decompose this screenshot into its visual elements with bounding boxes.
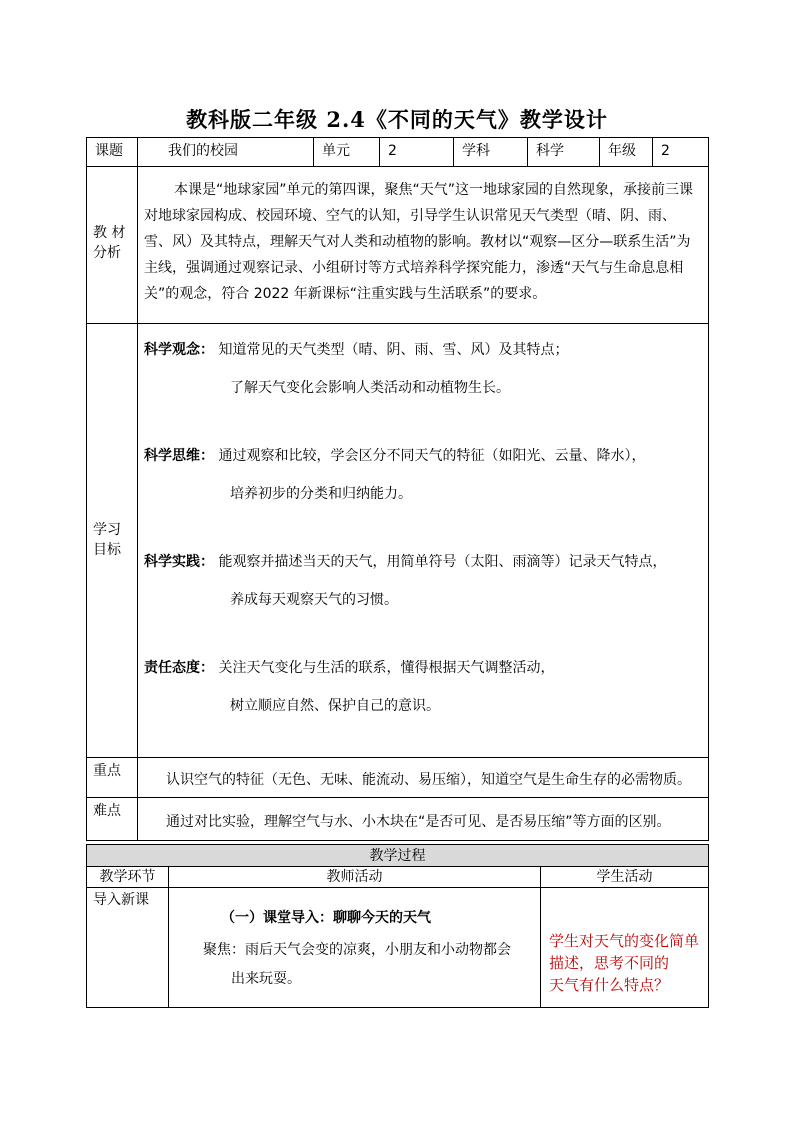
objective-heading: 科学思维：	[144, 448, 214, 464]
process-header: 教学过程	[87, 845, 709, 867]
col-header-student: 学生活动	[541, 867, 709, 888]
objectives-label-line1: 学习	[93, 522, 121, 538]
stage-cell: 导入新课	[87, 888, 169, 1008]
key-point-row	[87, 758, 709, 798]
subject-label: 学科	[454, 138, 528, 167]
objectives-content	[138, 324, 709, 758]
objective-heading: 科学观念：	[144, 342, 214, 358]
objective-text-cont: 了解天气变化会影响人类活动和动植物生长。	[230, 380, 510, 396]
analysis-label-line2: 分析	[93, 245, 121, 261]
difficulty-label: 难点	[87, 798, 138, 841]
objective-text-cont: 培养初步的分类和归纳能力。	[230, 486, 412, 502]
analysis-text: 本课是“地球家园”单元的第四课，聚焦“天气”这一地球家园的自然现象，承接前三课对地球家园构成、校园环境、空气的认知，引导学生认识常见天气类型（晴、阴、雨、雪、风）及其特点，理解天气对人类和动植物的影响。教材以“观察—区分—联系生活”为主线，强调通过观察记录、小组研讨等方式培养科学探究能力，渗透“天气与生命息息相关”的观念，符合 2022 年新课标“注重实践与生活联系”的要求。	[138, 167, 709, 324]
objectives-label-line2: 目标	[93, 542, 121, 558]
difficulty-row	[87, 798, 709, 841]
teacher-heading: （一）课堂导入：聊聊今天的天气	[221, 910, 431, 926]
key-point-text: 认识空气的特征（无色、无味、能流动、易压缩），知道空气是生命生存的必需物质。	[138, 758, 709, 798]
student-text-line2: 描述，思考不同的	[549, 954, 670, 972]
process-row	[87, 888, 709, 1008]
grade-label: 年级	[600, 138, 653, 167]
objective-heading: 责任态度：	[144, 660, 214, 676]
page-title: 教科版二年级 2.4《不同的天气》教学设计	[186, 107, 608, 132]
objective-text-cont: 树立顺应自然、保护自己的意识。	[230, 698, 440, 714]
objective-text: 能观察并描述当天的天气，用简单符号（太阳、雨滴等）记录天气特点，	[218, 554, 667, 570]
lesson-plan-table	[86, 137, 709, 841]
objective-text: 知道常见的天气类型（晴、阴、雨、雪、风）及其特点；	[218, 342, 569, 358]
lesson-label: 课题	[87, 138, 138, 167]
analysis-label	[87, 167, 138, 324]
col-header-stage: 教学环节	[87, 867, 169, 888]
key-point-label: 重点	[87, 758, 138, 798]
objective-text: 通过观察和比较，学会区分不同天气的特征（如阳光、云量、降水），	[218, 448, 646, 464]
student-text-line1: 学生对天气的变化简单	[549, 932, 700, 950]
objectives-row	[87, 324, 709, 758]
analysis-label-line1: 教 材	[93, 225, 126, 241]
analysis-row	[87, 167, 709, 324]
student-activity-cell	[541, 888, 709, 1008]
difficulty-text: 通过对比实验，理解空气与水、小木块在“是否可见、是否易压缩”等方面的区别。	[138, 798, 709, 841]
info-row	[87, 138, 709, 167]
unit-label: 单元	[314, 138, 380, 167]
objectives-label	[87, 324, 138, 758]
student-text-line3: 天气有什么特点？	[549, 976, 670, 994]
col-header-teacher: 教师活动	[169, 867, 541, 888]
objective-heading: 科学实践：	[144, 554, 214, 570]
subject-value: 科学	[528, 138, 600, 167]
grade-value: 2	[653, 138, 709, 167]
teacher-text: 聚焦：雨后天气会变的凉爽，小朋友和小动物都会	[203, 942, 511, 958]
unit-value: 2	[380, 138, 454, 167]
objective-text-cont: 养成每天观察天气的习惯。	[230, 592, 398, 608]
lesson-value: 我们的校园	[138, 138, 314, 167]
teaching-process-table	[86, 844, 709, 1008]
teacher-text-cont: 出来玩耍。	[231, 971, 301, 987]
objective-text: 关注天气变化与生活的联系，懂得根据天气调整活动，	[218, 660, 555, 676]
teacher-activity-cell	[169, 888, 541, 1008]
